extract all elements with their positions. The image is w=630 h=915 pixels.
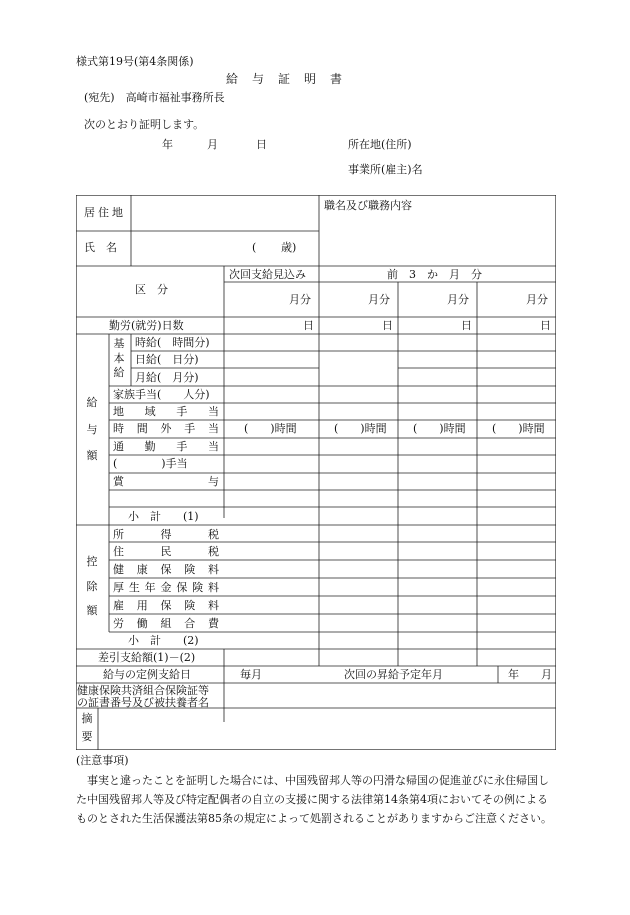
regular-pay-day-label: 給与の定例支給日	[103, 668, 191, 681]
date-day: 日	[256, 138, 267, 151]
past-three-months-label: 前 3 か 月 分	[387, 268, 482, 281]
deduction-group-char-3: 額	[86, 604, 98, 617]
basic-pay-char-3: 給	[113, 366, 125, 379]
overtime-allowance-label: 時 間 外 手 当	[113, 422, 219, 435]
notes-body: 事実と違ったことを証明した場合には、中国残留邦人等の円滑な帰国の促進並びに永住帰国した中国残留邦人等及び特定配偶者の自立の支援に関する法律第14条第4項においてその例によるものとされた生活保護法第85条の規定によって処罰されることがありますからご注意ください。	[76, 774, 552, 825]
wage-group-char-2: 与	[86, 422, 98, 436]
notes-heading: (注意事項)	[76, 754, 129, 767]
hourly-pay-label: 時給( 時間分)	[135, 336, 210, 349]
address-label: 所在地(住所)	[348, 138, 412, 151]
overtime-hours-next: ( )時間	[244, 422, 297, 435]
bonus-label: 賞 与	[113, 475, 219, 488]
deduction-group-char-1: 控	[86, 555, 98, 568]
certification-statement: 次のとおり証明します。	[84, 118, 205, 131]
certificate-table	[76, 195, 556, 750]
monthly-word: 毎月	[240, 668, 262, 681]
age-label: 歳)	[281, 241, 297, 254]
basic-pay-char-2: 本	[113, 351, 125, 365]
date-month: 月	[207, 138, 218, 151]
deduction-group-label	[82, 555, 102, 617]
family-allowance-label: 家族手当( 人分)	[113, 388, 210, 401]
month-portion-next: 月分	[289, 293, 311, 306]
regional-allowance-label: 地 域 手 当	[113, 405, 219, 418]
subtotal-2-label: 小 計 (2)	[128, 634, 199, 647]
resident-tax-label: 住 民 税	[113, 545, 219, 558]
union-fee-label: 労 働 組 合 費	[113, 617, 219, 630]
basic-pay-label	[109, 337, 129, 379]
addressee: (宛先) 高崎市福祉事務所長	[84, 91, 225, 104]
job-title-label: 職名及び職務内容	[324, 199, 412, 212]
other-allowance-label: ( )手当	[113, 457, 188, 470]
category-label: 区 分	[135, 283, 168, 296]
year-month-label: 年 月	[508, 668, 552, 681]
wage-group-char-1: 給	[86, 396, 98, 409]
month-portion-2: 月分	[447, 293, 469, 306]
workdays-label: 勤労(就労)日数	[109, 319, 184, 332]
monthly-pay-label: 月給( 月分)	[135, 371, 199, 384]
overtime-hours-1: ( )時間	[334, 422, 387, 435]
subtotal-1-label: 小 計 (1)	[128, 510, 199, 523]
employer-label: 事業所(雇主)名	[348, 163, 423, 176]
age-open: (	[252, 241, 257, 254]
name-label: 氏 名	[84, 241, 117, 254]
overtime-hours-2: ( )時間	[413, 422, 466, 435]
health-insurance-label: 健 康 保 険 料	[113, 563, 219, 576]
basic-pay-char-1: 基	[113, 337, 125, 350]
insurance-cert-line-2: の証書番号及び被扶養者名	[77, 696, 209, 709]
next-raise-label: 次回の昇給予定年月	[344, 668, 443, 681]
deduction-group-char-2: 除	[86, 579, 98, 593]
date-year: 年	[162, 138, 173, 151]
daily-pay-label: 日給( 日分)	[135, 353, 199, 366]
wage-group-label	[82, 396, 102, 462]
overtime-hours-3: ( )時間	[492, 422, 545, 435]
income-tax-label: 所 得 税	[113, 528, 219, 541]
next-pay-estimate-label: 次回支給見込み	[229, 268, 306, 281]
pension-insurance-label: 厚 生 年 金 保 険 料	[113, 581, 219, 594]
workdays-unit-1: 日	[382, 319, 393, 332]
residence-label: 居住地	[84, 206, 126, 219]
month-portion-3: 月分	[526, 293, 548, 306]
month-portion-1: 月分	[368, 293, 390, 306]
remarks-char-2: 要	[81, 730, 93, 743]
insurance-cert-line-1: 健康保険共済組合保険証等	[77, 684, 209, 697]
document-title: 給 与 証 明 書	[226, 72, 344, 86]
workdays-unit-next: 日	[303, 319, 314, 332]
wage-group-char-3: 額	[86, 449, 98, 462]
employment-insurance-label: 雇 用 保 険 料	[113, 599, 219, 612]
workdays-unit-3: 日	[540, 319, 551, 332]
commute-allowance-label: 通 勤 手 当	[113, 440, 219, 453]
workdays-unit-2: 日	[461, 319, 472, 332]
remarks-char-1: 摘	[81, 712, 93, 725]
form-number: 様式第19号(第4条関係)	[76, 55, 194, 68]
net-pay-label: 差引支給額(1)－(2)	[98, 651, 196, 664]
remarks-label	[77, 712, 97, 743]
